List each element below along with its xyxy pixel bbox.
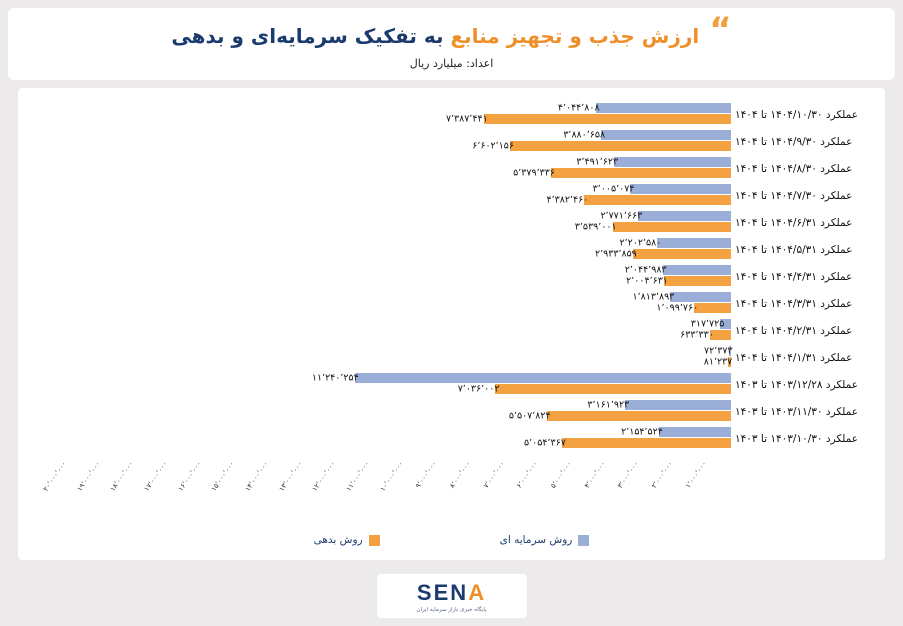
chart-category-label: عملکرد ۱۴۰۴/۹/۳۰ تا ۱۴۰۴ bbox=[735, 136, 853, 148]
chart-bar-value-debt: ۲٬۰۰۴٬۶۳۱ bbox=[626, 275, 668, 287]
chart-bar-debt bbox=[513, 167, 731, 179]
chart-x-tick: ۱۴٬۰۰۰٬۰۰۰ bbox=[243, 460, 271, 493]
header bbox=[8, 8, 895, 80]
chart-category-label: عملکرد ۱۴۰۴/۵/۳۱ تا ۱۴۰۴ bbox=[735, 244, 853, 256]
chart-row bbox=[28, 183, 875, 209]
chart-x-tick: ۸٬۰۰۰٬۰۰۰ bbox=[448, 460, 473, 490]
chart-row bbox=[28, 426, 875, 452]
chart-rows bbox=[28, 102, 875, 453]
chart-bar-value-debt: ۷٬۳۸۷٬۴۴۱ bbox=[445, 113, 488, 125]
chart-bar-debt bbox=[626, 275, 731, 287]
chart-bar-group bbox=[28, 291, 731, 317]
chart-bar-group bbox=[28, 183, 731, 209]
chart-row bbox=[28, 345, 875, 371]
chart-card bbox=[18, 88, 885, 560]
chart-bar-value-capital: ۳٬۸۸۰٬۶۵۸ bbox=[563, 129, 606, 141]
chart-bar-value-debt: ۵٬۵۰۷٬۸۲۴ bbox=[508, 410, 551, 422]
chart-bar-value-capital: ۲٬۰۴۴٬۹۸۳ bbox=[624, 264, 667, 276]
chart-x-tick: ۱۷٬۰۰۰٬۰۰۰ bbox=[142, 460, 170, 493]
chart-bar-debt bbox=[546, 194, 731, 206]
chart-bar-capital bbox=[621, 426, 731, 438]
chart-bar-capital bbox=[624, 264, 731, 276]
chart-x-tick: ۱۸٬۰۰۰٬۰۰۰ bbox=[109, 460, 136, 493]
chart-row bbox=[28, 210, 875, 236]
chart-bar-capital bbox=[557, 102, 731, 114]
chart-bar-value-capital: ۱٬۸۱۳٬۸۹۳ bbox=[632, 291, 675, 303]
chart-bar-debt bbox=[524, 437, 731, 449]
legend-item-capital bbox=[500, 534, 590, 546]
page-title-part2: به تفکیک سرمایه‌ای و بدهی bbox=[171, 23, 444, 48]
chart-bar-group bbox=[28, 399, 731, 425]
logo-letter-e: E bbox=[433, 579, 451, 605]
chart-bar-debt bbox=[445, 113, 731, 125]
chart-bar-group bbox=[28, 237, 731, 263]
chart-row bbox=[28, 237, 875, 263]
chart-x-tick: ۴٬۰۰۰٬۰۰۰ bbox=[582, 460, 607, 490]
chart-bar-debt bbox=[703, 356, 733, 368]
chart-bar-value-debt: ۵٬۰۵۴٬۳۶۷ bbox=[524, 437, 566, 449]
chart-plot-area bbox=[28, 102, 875, 476]
chart-x-tick: ۶٬۰۰۰٬۰۰۰ bbox=[515, 460, 540, 490]
chart-x-tick: ۱۶٬۰۰۰٬۰۰۰ bbox=[176, 460, 203, 493]
chart-row bbox=[28, 399, 875, 425]
chart-x-tick: ۵٬۰۰۰٬۰۰۰ bbox=[549, 460, 574, 490]
chart-x-tick: ۱۵٬۰۰۰٬۰۰۰ bbox=[210, 460, 237, 493]
chart-category-label: عملکرد ۱۴۰۳/۱۲/۲۸ تا ۱۴۰۳ bbox=[735, 379, 858, 391]
chart-x-tick: ۱۹٬۰۰۰٬۰۰۰ bbox=[75, 460, 102, 493]
chart-category-label: عملکرد ۱۴۰۴/۴/۳۱ تا ۱۴۰۴ bbox=[735, 271, 853, 283]
page-subtitle: اعداد: میلیارد ریال bbox=[409, 56, 494, 70]
legend-swatch-icon-capital bbox=[578, 535, 589, 546]
chart-bar-capital bbox=[311, 372, 731, 384]
chart-bar-debt bbox=[656, 302, 731, 314]
logo-letter-s: S bbox=[416, 579, 434, 605]
chart-bar-debt bbox=[595, 248, 731, 260]
chart-category-label: عملکرد ۱۴۰۴/۱۰/۳۰ تا ۱۴۰۴ bbox=[735, 109, 858, 121]
chart-bar-value-capital: ۲٬۲۰۲٬۵۸۰ bbox=[619, 237, 662, 249]
page-title-part1: ارزش جذب و تجهیز منابع bbox=[450, 23, 700, 48]
chart-bar-value-capital: ۲٬۷۷۱٬۶۶۳ bbox=[600, 210, 643, 222]
chart-bar-value-debt: ۷٬۰۳۶٬۰۰۲ bbox=[457, 383, 500, 395]
quote-icon: “ bbox=[709, 9, 732, 50]
chart-bar-capital bbox=[704, 345, 733, 357]
chart-bar-value-capital: ۳۱۷٬۷۲۵ bbox=[690, 318, 725, 330]
chart-bar-group bbox=[28, 372, 731, 398]
chart-category-label: عملکرد ۱۴۰۴/۲/۳۱ تا ۱۴۰۴ bbox=[735, 325, 853, 337]
chart-legend bbox=[18, 534, 885, 546]
chart-category-label: عملکرد ۱۴۰۴/۱/۳۱ تا ۱۴۰۴ bbox=[735, 352, 853, 364]
chart-category-label: عملکرد ۱۴۰۴/۳/۳۱ تا ۱۴۰۴ bbox=[735, 298, 853, 310]
chart-row bbox=[28, 264, 875, 290]
chart-bar-group bbox=[28, 264, 731, 290]
chart-bar-value-debt: ۶٬۶۰۲٬۱۵۶ bbox=[472, 140, 514, 152]
logo-letter-a: A bbox=[468, 579, 487, 605]
legend-label-debt: روش بدهی bbox=[313, 534, 363, 546]
chart-bar-capital bbox=[587, 399, 731, 411]
chart-bar-value-debt: ۶۳۳٬۳۳۰ bbox=[680, 329, 714, 341]
chart-bar-capital bbox=[600, 210, 731, 222]
chart-x-tick: ۱۱٬۰۰۰٬۰۰۰ bbox=[344, 460, 372, 493]
chart-bar-value-capital: ۲٬۱۵۴٬۵۲۴ bbox=[621, 426, 663, 438]
chart-bar-value-debt: ۱٬۰۹۹٬۷۶۰ bbox=[656, 302, 699, 314]
chart-bar-group bbox=[28, 426, 731, 452]
chart-x-tick: ۱۲٬۰۰۰٬۰۰۰ bbox=[311, 460, 338, 493]
sena-logo-subtitle: پایگاه خبری بازار سرمایه ایران bbox=[416, 606, 487, 613]
chart-row bbox=[28, 372, 875, 398]
chart-x-tick: ۲۰٬۰۰۰٬۰۰۰ bbox=[41, 460, 69, 493]
chart-category-label: عملکرد ۱۴۰۴/۸/۳۰ تا ۱۴۰۴ bbox=[735, 163, 853, 175]
chart-x-tick: ۲٬۰۰۰٬۰۰۰ bbox=[650, 460, 675, 490]
chart-bar-capital bbox=[632, 291, 731, 303]
legend-label-capital: روش سرمایه ای bbox=[499, 534, 573, 546]
chart-x-tick: ۹٬۰۰۰٬۰۰۰ bbox=[414, 460, 439, 490]
logo-letter-n: N bbox=[450, 579, 469, 605]
chart-bar-capital bbox=[690, 318, 731, 330]
chart-row bbox=[28, 291, 875, 317]
chart-bar-value-debt: ۳٬۵۳۹٬۰۰۱ bbox=[574, 221, 617, 233]
chart-bar-debt bbox=[508, 410, 731, 422]
chart-bar-value-capital: ۱۱٬۲۴۰٬۲۵۴ bbox=[311, 372, 359, 384]
chart-bar-capital bbox=[619, 237, 731, 249]
chart-x-axis bbox=[28, 460, 875, 506]
chart-bar-capital bbox=[592, 183, 731, 195]
chart-row bbox=[28, 318, 875, 344]
legend-item-debt bbox=[314, 534, 380, 546]
chart-category-label: عملکرد ۱۴۰۴/۶/۳۱ تا ۱۴۰۴ bbox=[735, 217, 853, 229]
chart-bar-group bbox=[28, 129, 731, 155]
chart-x-axis-ticks bbox=[28, 460, 735, 506]
chart-bar-value-debt: ۸۱٬۲۳۷ bbox=[703, 356, 733, 368]
chart-bar-value-capital: ۷۲٬۳۷۳ bbox=[704, 345, 733, 357]
chart-category-label: عملکرد ۱۴۰۳/۱۰/۳۰ تا ۱۴۰۳ bbox=[735, 433, 858, 445]
sena-logo bbox=[377, 574, 527, 618]
chart-bar-group bbox=[28, 156, 731, 182]
chart-bar-group bbox=[28, 102, 731, 128]
chart-x-tick: ۱۳٬۰۰۰٬۰۰۰ bbox=[277, 460, 304, 493]
chart-bar-debt bbox=[574, 221, 731, 233]
legend-swatch-icon-debt bbox=[369, 535, 380, 546]
chart-row bbox=[28, 129, 875, 155]
chart-x-tick: ۳٬۰۰۰٬۰۰۰ bbox=[616, 460, 641, 490]
chart-x-tick: ۷٬۰۰۰٬۰۰۰ bbox=[481, 460, 506, 490]
chart-bar-group bbox=[28, 318, 731, 344]
chart-row bbox=[28, 156, 875, 182]
page-title bbox=[171, 24, 699, 48]
chart-bar-value-debt: ۵٬۳۷۹٬۳۳۶ bbox=[513, 167, 555, 179]
chart-bar-value-capital: ۳٬۰۰۵٬۰۷۴ bbox=[592, 183, 635, 195]
chart-bar-value-capital: ۳٬۱۶۱٬۹۲۳ bbox=[587, 399, 630, 411]
sena-logo-text bbox=[417, 580, 486, 606]
chart-category-label: عملکرد ۱۴۰۳/۱۱/۳۰ تا ۱۴۰۳ bbox=[735, 406, 858, 418]
chart-bar-value-debt: ۲٬۹۳۳٬۸۵۹ bbox=[595, 248, 637, 260]
chart-row bbox=[28, 102, 875, 128]
chart-bar-value-debt: ۴٬۳۸۲٬۴۶۰ bbox=[546, 194, 589, 206]
title-row bbox=[171, 9, 732, 53]
chart-bar-value-capital: ۴٬۰۴۴٬۸۰۸ bbox=[557, 102, 600, 114]
chart-bar-group bbox=[28, 345, 731, 371]
chart-bar-debt bbox=[457, 383, 731, 395]
chart-bar-group bbox=[28, 210, 731, 236]
chart-bar-capital bbox=[563, 129, 731, 141]
chart-x-tick: ۱٬۰۰۰٬۰۰۰ bbox=[683, 460, 708, 490]
chart-category-label: عملکرد ۱۴۰۴/۷/۳۰ تا ۱۴۰۴ bbox=[735, 190, 853, 202]
chart-bar-debt bbox=[680, 329, 731, 341]
chart-x-tick: ۱۰٬۰۰۰٬۰۰۰ bbox=[378, 460, 405, 493]
footer bbox=[0, 574, 903, 618]
chart-bar-debt bbox=[472, 140, 731, 152]
chart-bar-capital bbox=[576, 156, 731, 168]
chart-bar-value-capital: ۳٬۴۹۱٬۶۲۳ bbox=[576, 156, 619, 168]
